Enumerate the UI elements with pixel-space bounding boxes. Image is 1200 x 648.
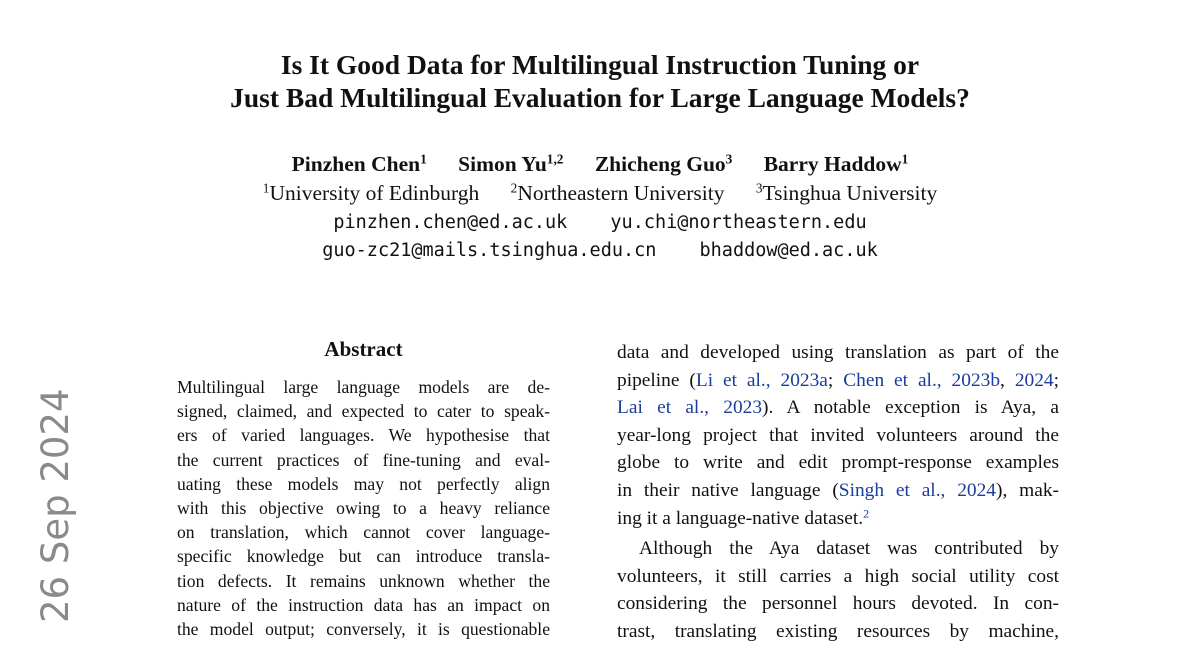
body-line: Lai et al., 2023). A notable exception is Aya, a	[617, 397, 1059, 419]
citation-link[interactable]: Li et al., 2023a	[695, 369, 828, 391]
abstract-line: Multilingual large language models are de-	[177, 377, 550, 397]
affiliation: $^2$Northeastern University	[510, 180, 725, 205]
title-line-2: Just Bad Multilingual Evaluation for Large Language Models?	[230, 82, 970, 113]
body-paragraph	[617, 535, 1059, 645]
author: Zhicheng Guo$^3$	[594, 151, 733, 176]
abstract-line: specific knowledge but can introduce transla-	[177, 546, 550, 567]
citation-link[interactable]: Chen et al., 2023b	[843, 369, 1001, 391]
abstract-line: signed, claimed, and expected to cater to speak-	[177, 401, 550, 422]
abstract-line: the model output; conversely, it is questionable	[177, 619, 550, 640]
affiliation: $^1$University of Edinburgh	[262, 180, 480, 205]
title-line-1: Is It Good Data for Multilingual Instruction Tuning or	[280, 49, 920, 80]
body-line: trast, translating existing resources by machine,	[617, 620, 1059, 642]
author-list	[150, 152, 1050, 177]
footnote-mark[interactable]: 2	[863, 505, 870, 520]
author: Pinzhen Chen$^1$	[291, 151, 427, 176]
abstract-line: nature of the instruction data has an impact on	[177, 594, 550, 615]
abstract-line: tion defects. It remains unknown whether the	[177, 570, 550, 591]
body-line: in their native language (Singh et al., 2024), mak-	[617, 479, 1059, 501]
abstract-body	[177, 375, 550, 641]
author: Simon Yu$^{1,2}$	[458, 151, 564, 176]
affiliation-list	[150, 181, 1050, 206]
citation-link[interactable]: Lai et al., 2023	[617, 397, 763, 419]
author: Barry Haddow$^1$	[763, 151, 909, 176]
email-address: guo-zc21@mails.tsinghua.edu.cn	[322, 240, 657, 261]
abstract-line: the current practices of fine-tuning and eval-	[177, 449, 550, 470]
abstract-line: on translation, which cannot cover language-	[177, 522, 550, 543]
email-address: pinzhen.chen@ed.ac.uk	[333, 212, 568, 233]
abstract-line: ers of varied languages. We hypothesise that	[177, 425, 550, 446]
abstract-line: uating these models may not perfectly align	[177, 473, 550, 494]
body-line: ing it a language-native dataset.$^2$	[617, 505, 870, 529]
body-line: pipeline (Li et al., 2023a; Chen et al., 2023b, 2024;	[617, 369, 1059, 391]
body-line: globe to write and edit prompt-response examples	[617, 452, 1059, 474]
body-line: year-long project that invited volunteers around the	[617, 424, 1059, 446]
citation-link[interactable]: Singh et al., 2024	[838, 479, 997, 501]
email-row	[150, 212, 1050, 233]
body-line: data and developed using translation as part of the	[617, 342, 1059, 363]
email-address: yu.chi@northeastern.edu	[610, 212, 867, 233]
body-line: volunteers, it still carries a high social utility cost	[617, 565, 1059, 587]
body-line: Although the Aya dataset was contributed by	[639, 538, 1059, 560]
affiliation: $^3$Tsinghua University	[755, 180, 938, 205]
email-row	[150, 240, 1050, 261]
body-text-column	[617, 339, 1059, 646]
abstract-line: with this objective owing to a heavy reliance	[177, 498, 550, 519]
email-address: bhaddow@ed.ac.uk	[699, 240, 878, 261]
abstract-heading: Abstract	[324, 337, 403, 361]
arxiv-date-stamp: 26 Sep 2024	[34, 388, 77, 623]
body-line: considering the personnel hours devoted. In con-	[617, 593, 1059, 615]
paper-title	[150, 48, 1050, 114]
citation-link[interactable]: 2024	[1014, 369, 1054, 391]
